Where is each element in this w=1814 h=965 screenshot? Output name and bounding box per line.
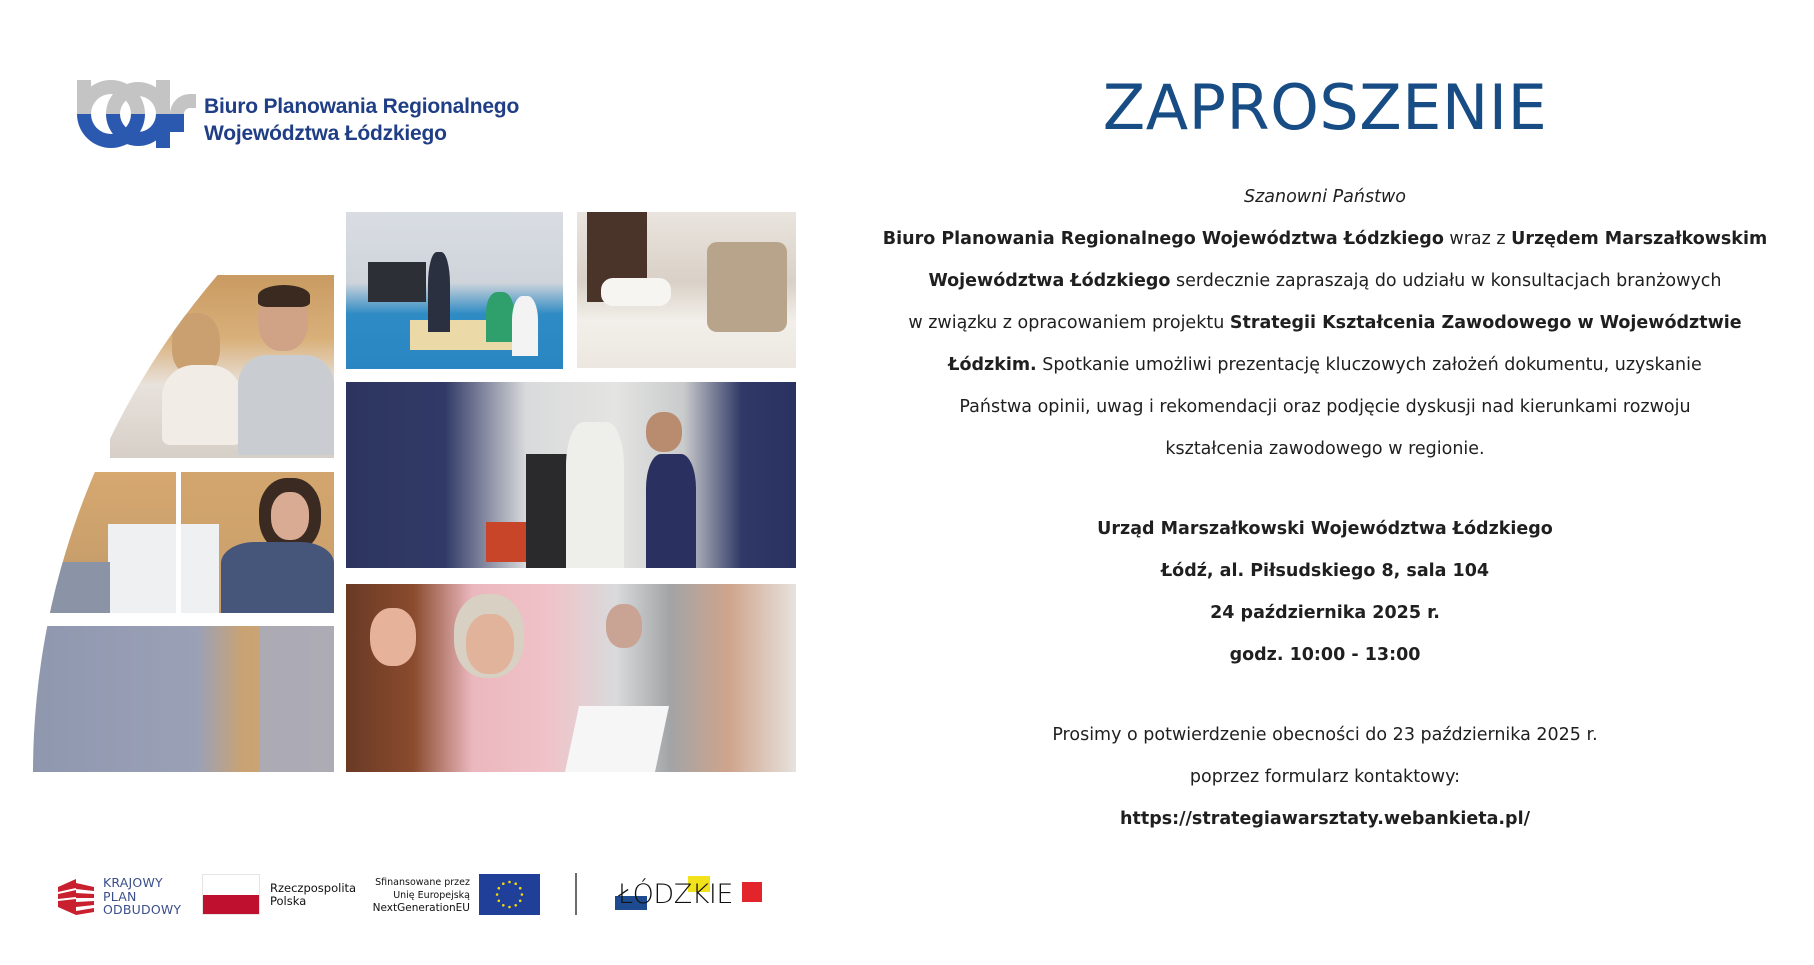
body-text: wraz z [1443,229,1512,249]
rsvp-link[interactable]: https://strategiawarsztaty.webankieta.pl/ [1120,809,1530,829]
kpo-line: PLAN [103,888,137,904]
lodzkie-red-block [742,882,762,902]
photo-student-with-laptop [181,472,334,613]
photo-nurses-meeting [346,212,563,369]
event-date: 24 października 2025 r. [1210,603,1440,623]
lodzkie-wordmark: ŁÓDZKIE [618,879,733,910]
eu-line: Unię Europejską [393,890,470,901]
body-text-bold: Łódzkim. [948,355,1037,375]
body-text: Spotkanie umożliwi prezentację kluczowych założeń dokumentu, uzyskanie [1036,355,1702,375]
eu-line: Sfinansowane przez [375,877,470,888]
invitation-body [880,176,1770,840]
poland-line: Rzeczpospolita [270,881,357,895]
photo-mechanics-workshop [346,382,796,568]
body-line [880,386,1770,428]
body-text-bold: Województwa Łódzkiego [928,271,1171,291]
body-line [880,428,1770,470]
spacer [880,470,1770,508]
photo-students-lecture-hall [110,275,334,458]
eu-flag-icon [479,874,540,915]
body-text-bold: Biuro Planowania Regionalnego Województwa Łódzkiego [882,229,1444,249]
lodzkie-logo [610,872,770,918]
poland-line: Polska [270,894,307,908]
event-venue: Urząd Marszałkowski Województwa Łódzkiego [1097,519,1553,539]
krajowy-plan-odbudowy-label [103,876,181,917]
body-text: Państwa opinii, uwag i rekomendacji oraz podjęcie dyskusji nad kierunkami rozwoju [959,397,1691,417]
photo-lecture-laptop-left [30,472,176,613]
organization-name-line1: Biuro Planowania Regionalnego [204,95,520,118]
kpo-line: ODBUDOWY [103,902,182,917]
body-line [880,218,1770,260]
rzeczpospolita-polska-label [270,882,356,908]
body-line [880,302,1770,344]
body-line [880,260,1770,302]
invitation-title: ZAPROSZENIE [1102,71,1548,144]
photo-presenter-back [30,626,334,772]
event-address: Łódź, al. Piłsudskiego 8, sala 104 [1160,561,1490,581]
photo-senior-learners [346,584,796,772]
krajowy-plan-odbudowy-icon [56,877,96,917]
rsvp-instruction: poprzez formularz kontaktowy: [1189,767,1461,787]
organization-name-line2: Województwa Łódzkiego [204,122,447,145]
body-text-bold: Strategii Kształcenia Zawodowego w Województwie [1229,313,1742,333]
eu-funding-label [360,876,470,915]
body-line [880,344,1770,386]
photo-baking-flour [577,212,796,368]
body-text-bold: Urzędem Marszałkowskim [1511,229,1768,249]
photo-collage [0,0,820,800]
body-text: w związku z opracowaniem projektu [908,313,1230,333]
poland-flag-icon [202,874,260,915]
body-text: serdecznie zapraszają do udziału w konsultacjach branżowych [1170,271,1722,291]
event-time: godz. 10:00 - 13:00 [1229,645,1421,665]
eu-line: NextGenerationEU [372,902,470,914]
body-text: kształcenia zawodowego w regionie. [1165,439,1485,459]
footer-divider [575,873,577,915]
rsvp-deadline: Prosimy o potwierdzenie obecności do 23 października 2025 r. [1052,725,1598,745]
greeting: Szanowni Państwo [1243,187,1406,207]
kpo-line: KRAJOWY [103,875,163,890]
spacer [880,676,1770,714]
